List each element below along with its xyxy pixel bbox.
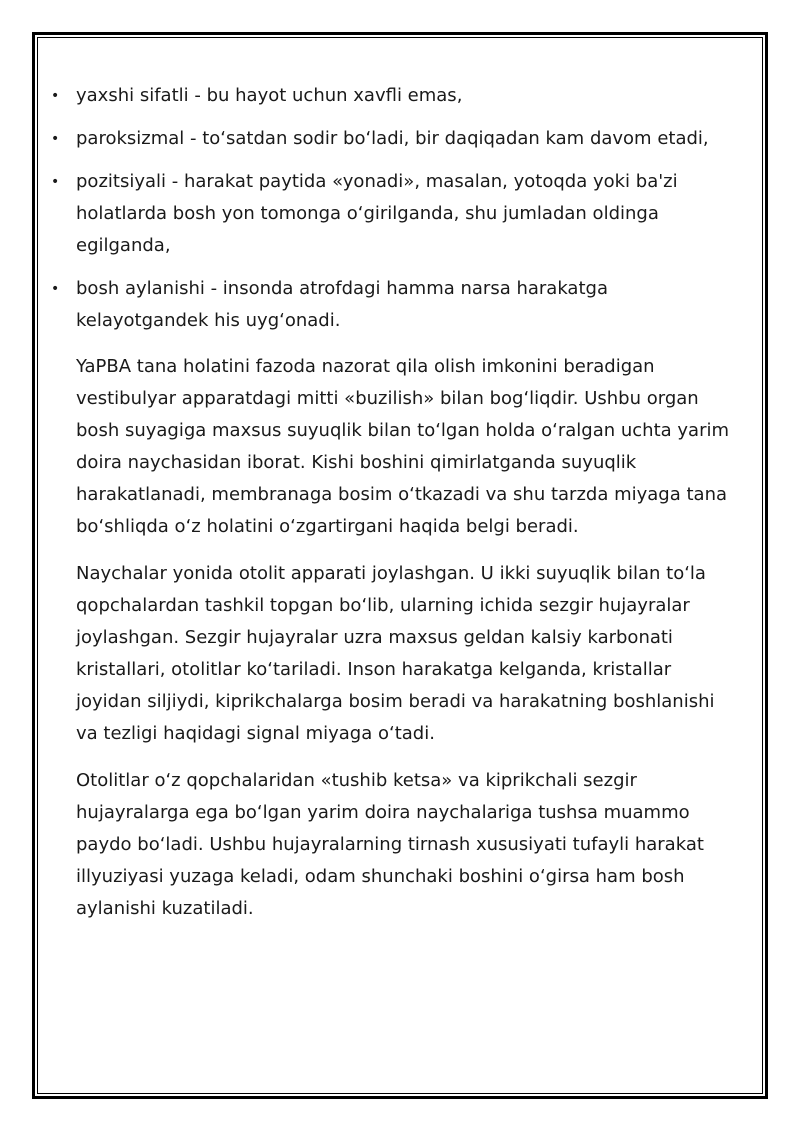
bullet-dot-icon: •	[51, 174, 60, 190]
bullet-list	[50, 80, 740, 337]
bullet-item	[50, 273, 740, 337]
bullet-item	[50, 166, 740, 262]
bullet-dot-icon: •	[51, 88, 60, 104]
bullet-item	[50, 123, 740, 155]
bullet-dot-icon: •	[51, 131, 60, 147]
bullet-text: paroksizmal - to‘satdan sodir bo‘ladi, bir daqiqadan kam davom etadi,	[76, 128, 709, 149]
bullet-text: yaxshi sifatli - bu hayot uchun xavfli emas,	[76, 85, 463, 106]
bullet-text: pozitsiyali - harakat paytida «yonadi», masalan, yotoqda yoki ba'zi holatlarda bosh yon tomonga o‘girilganda, shu jumladan oldinga egilganda,	[76, 171, 678, 256]
bullet-dot-icon: •	[51, 281, 60, 297]
document-body	[50, 80, 740, 940]
paragraph-otolith-displacement: Otolitlar o‘z qopchalaridan «tushib ketsa» va kiprikchali sezgir hujayralarga ega bo‘lgan yarim doira naychalariga tushsa muammo paydo bo‘ladi. Ushbu hujayralarning tirnash xususiyati tufayli harakat illyuziyasi yuzaga keladi, odam shunchaki boshini o‘girsa ham bosh aylanishi kuzatiladi.	[76, 770, 704, 919]
paragraph-otolith-apparatus: Naychalar yonida otolit apparati joylashgan. U ikki suyuqlik bilan to‘la qopchalardan tashkil topgan bo‘lib, ularning ichida sezgir hujayralar joylashgan. Sezgir hujayralar uzra maxsus geldan kalsiy karbonati kristallari, otolitlar ko‘tariladi. Inson harakatga kelganda, kristallar joyidan siljiydi, kiprikchalarga bosim beradi va harakatning boshlanishi va tezligi haqidagi signal miyaga o‘tadi.	[76, 563, 715, 744]
bullet-text: bosh aylanishi - insonda atrofdagi hamma narsa harakatga kelayotgandek his uyg‘onadi.	[76, 278, 608, 331]
bullet-item	[50, 80, 740, 112]
paragraph-vestibular: YaPBA tana holatini fazoda nazorat qila olish imkonini beradigan vestibulyar apparatdagi mitti «buzilish» bilan bog‘liqdir. Ushbu organ bosh suyagiga maxsus suyuqlik bilan to‘lgan holda o‘ralgan uchta yarim doira naychasidan iborat. Kishi boshini qimirlatganda suyuqlik harakatlanadi, membranaga bosim o‘tkazadi va shu tarzda miyaga tana bo‘shliqda o‘z holatini o‘zgartirgani haqida belgi beradi.	[76, 356, 730, 537]
